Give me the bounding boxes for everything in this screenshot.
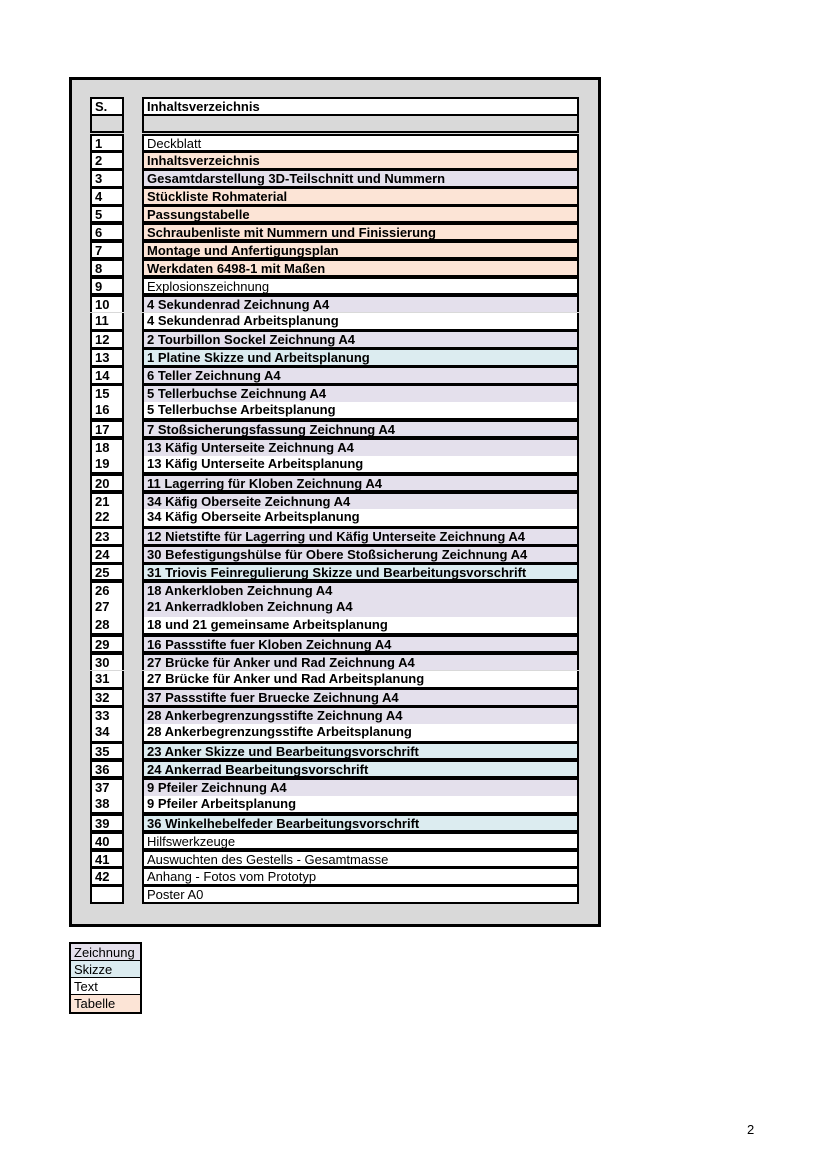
toc-page-number: 6 [90,223,124,241]
toc-page-number: 31 [90,671,124,689]
toc-entry-title[interactable]: 27 Brücke für Anker und Rad Arbeitsplanung [142,671,579,689]
toc-page-number: 25 [90,563,124,581]
toc-page-number: 8 [90,259,124,277]
toc-page-number: 30 [90,653,124,671]
toc-entry-title[interactable]: 4 Sekundenrad Arbeitsplanung [142,313,579,331]
toc-entry-title[interactable]: 30 Befestigungshülse für Obere Stoßsicherung Zeichnung A4 [142,545,579,563]
toc-entry-title[interactable]: 34 Käfig Oberseite Zeichnung A4 [142,492,579,510]
toc-entry-title[interactable]: 5 Tellerbuchse Zeichnung A4 [142,384,579,402]
toc-frame [69,77,601,927]
toc-entry-title[interactable]: 9 Pfeiler Zeichnung A4 [142,778,579,796]
toc-page-number: 37 [90,778,124,796]
toc-entry-title[interactable]: Werkdaten 6498-1 mit Maßen [142,259,579,277]
toc-entry-title[interactable]: 13 Käfig Unterseite Zeichnung A4 [142,438,579,456]
toc-entry-title[interactable]: 2 Tourbillon Sockel Zeichnung A4 [142,330,579,348]
toc-page-number: 42 [90,867,124,885]
toc-page-number: 17 [90,420,124,438]
toc-entry-title[interactable]: 31 Triovis Feinregulierung Skizze und Bearbeitungsvorschrift [142,563,579,581]
toc-page-number: 5 [90,205,124,223]
toc-entry-title[interactable]: 1 Platine Skizze und Arbeitsplanung [142,348,579,366]
toc-entry-title[interactable]: 5 Tellerbuchse Arbeitsplanung [142,402,579,420]
toc-entry-title[interactable]: Inhaltsverzeichnis [142,151,579,169]
toc-page-number: 33 [90,706,124,724]
toc-page-number: 18 [90,438,124,456]
toc-entry-title[interactable]: 21 Ankerradkloben Zeichnung A4 [142,599,579,617]
toc-entry-title[interactable]: 28 Ankerbegrenzungsstifte Zeichnung A4 [142,706,579,724]
toc-page-number: 40 [90,832,124,850]
toc-page-number: 10 [90,295,124,313]
toc-entry-title[interactable]: Stückliste Rohmaterial [142,187,579,205]
toc-entry-title[interactable]: 9 Pfeiler Arbeitsplanung [142,796,579,814]
toc-page-number: 11 [90,313,124,331]
toc-entry-title[interactable]: 4 Sekundenrad Zeichnung A4 [142,295,579,313]
toc-page-number: 16 [90,402,124,420]
toc-entry-title[interactable]: Schraubenliste mit Nummern und Finissierung [142,223,579,241]
spacer-cell [142,116,579,133]
toc-page-number: 34 [90,724,124,742]
header-title-col: Inhaltsverzeichnis [142,97,579,116]
toc-entry-title[interactable]: 27 Brücke für Anker und Rad Zeichnung A4 [142,653,579,671]
toc-page-number: 29 [90,635,124,653]
toc-page-number: 32 [90,688,124,706]
toc-entry-title[interactable]: Deckblatt [142,134,579,152]
toc-page-number: 22 [90,509,124,527]
toc-entry-title[interactable]: 12 Nietstifte für Lagerring und Käfig Unterseite Zeichnung A4 [142,527,579,545]
toc-entry-title[interactable]: Anhang - Fotos vom Prototyp [142,867,579,885]
toc-page-number: 36 [90,760,124,778]
toc-entry-title[interactable]: Auswuchten des Gestells - Gesamtmasse [142,850,579,868]
toc-entry-title[interactable]: 24 Ankerrad Bearbeitungsvorschrift [142,760,579,778]
toc-entry-title[interactable]: Passungstabelle [142,205,579,223]
legend-item-skizze: Skizze [71,961,140,978]
toc-entry-title[interactable]: Gesamtdarstellung 3D-Teilschnitt und Nummern [142,169,579,187]
toc-page-number: 15 [90,384,124,402]
toc-page-number: 1 [90,134,124,152]
toc-page-number: 38 [90,796,124,814]
toc-entry-title[interactable]: 36 Winkelhebelfeder Bearbeitungsvorschrift [142,814,579,832]
legend-item-tabelle: Tabelle [71,995,140,1012]
toc-entry-title[interactable]: 28 Ankerbegrenzungsstifte Arbeitsplanung [142,724,579,742]
toc-entry-title[interactable]: 18 und 21 gemeinsame Arbeitsplanung [142,617,579,635]
toc-entry-title[interactable]: 13 Käfig Unterseite Arbeitsplanung [142,456,579,474]
toc-entry-title[interactable]: 16 Passstifte fuer Kloben Zeichnung A4 [142,635,579,653]
toc-page-number: 4 [90,187,124,205]
legend-item-text: Text [71,978,140,995]
toc-page-number: 20 [90,474,124,492]
toc-page-number: 14 [90,366,124,384]
toc-entry-title[interactable]: Explosionszeichnung [142,277,579,295]
toc-page-number: 28 [90,617,124,635]
toc-page-number: 13 [90,348,124,366]
toc-entry-title[interactable]: 18 Ankerkloben Zeichnung A4 [142,581,579,599]
legend-item-zeichnung: Zeichnung [71,944,140,961]
toc-page-number: 39 [90,814,124,832]
toc-entry-title[interactable]: 37 Passstifte fuer Bruecke Zeichnung A4 [142,688,579,706]
spacer-cell [90,116,124,133]
toc-entry-title[interactable]: 11 Lagerring für Kloben Zeichnung A4 [142,474,579,492]
toc-entry-title[interactable]: Poster A0 [142,885,579,903]
toc-entry-title[interactable]: Hilfswerkzeuge [142,832,579,850]
toc-page-number: 24 [90,545,124,563]
toc-entry-title[interactable]: Montage und Anfertigungsplan [142,241,579,259]
page-number: 2 [747,1122,755,1137]
toc-page-number: 3 [90,169,124,187]
toc-page-number: 19 [90,456,124,474]
toc-entry-title[interactable]: 23 Anker Skizze und Bearbeitungsvorschrift [142,742,579,760]
toc-page-number: 26 [90,581,124,599]
toc-entry-title[interactable]: 7 Stoßsicherungsfassung Zeichnung A4 [142,420,579,438]
toc-page-number: 2 [90,151,124,169]
toc-entry-title[interactable]: 34 Käfig Oberseite Arbeitsplanung [142,509,579,527]
legend [69,942,142,1014]
toc-entry-title[interactable]: 6 Teller Zeichnung A4 [142,366,579,384]
toc-page-number: 12 [90,330,124,348]
toc-page-number: 21 [90,492,124,510]
toc-page-number: 23 [90,527,124,545]
toc-page-number: 9 [90,277,124,295]
toc-page-number: 41 [90,850,124,868]
header-page-col: S. [90,97,124,116]
toc-page-number: 27 [90,599,124,617]
toc-page-number: 7 [90,241,124,259]
toc-page-number: 35 [90,742,124,760]
toc-page-number [90,885,124,903]
